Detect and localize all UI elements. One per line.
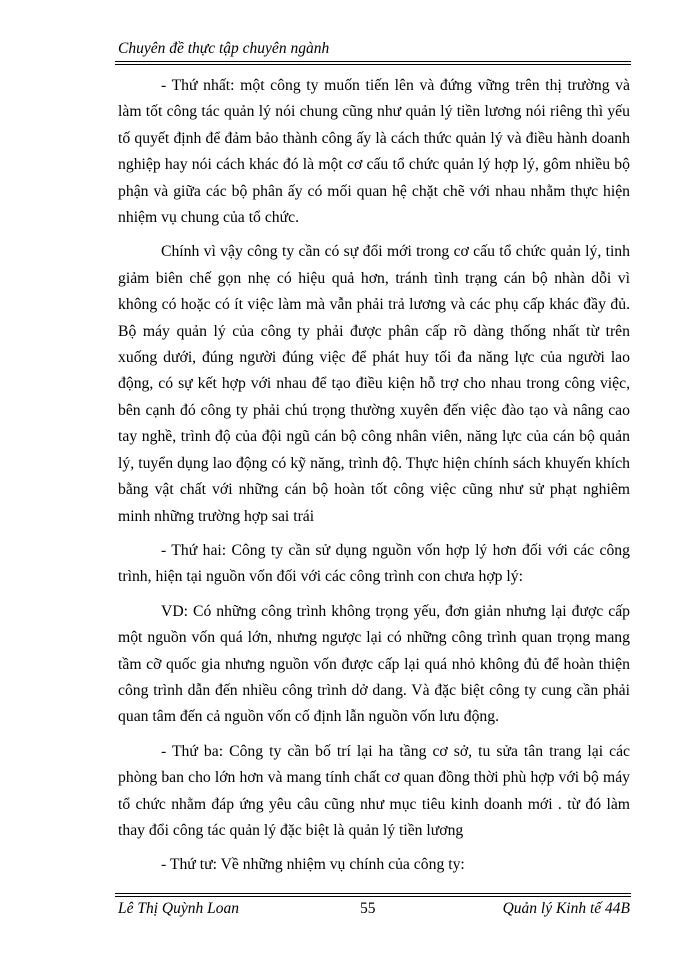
paragraph-2: Chính vì vậy công ty cần có sự đổi mới trong cơ cấu tổ chức quản lý, tinh giảm biên chế gọn nhẹ có hiệu quả hơn, tránh tình trạng cán bộ nhàn dỗi vì không có hoặc có ít việc làm mà vẫn phải trả lương và các phụ cấp khác đầy đủ. Bộ máy quản lý của công ty phải được phân cấp rõ dàng thống nhất từ trên xuống dưới, đúng người đúng việc để phát huy tối đa năng lực của người lao động, có sự kết hợp với nhau để tạo điều kiện hỗ trợ cho nhau trong công việc, bên cạnh đó công ty phải chú trọng thường xuyên đến việc đào tạo và nâng cao tay nghề, trình độ của đội ngũ cán bộ công nhân viên, năng lực của cán bộ quản lý, tuyển dụng lao động có kỹ năng, trình độ. Thực hiện chính sách khuyến khích bằng vật chất với những cán bộ hoàn tốt công việc cũng như sử phạt nghiêm minh những trường hợp sai trái (118, 243, 630, 525)
body-text (118, 73, 630, 887)
footer-rule-top (115, 893, 631, 894)
paragraph-1: - Thứ nhất: một công ty muốn tiến lên và đứng vững trên thị trường và làm tốt công tác quản lý nói chung cũng như quản lý tiền lương nói riêng thì yếu tố quyết định để đảm bảo thành công ấy là cách thức quản lý và điều hành doanh nghiệp hay nói cách khác đó là một cơ cấu tổ chức quản lý hợp lý, gôm nhiều bộ phận và giữa các bộ phân ấy có mối quan hệ chặt chẽ với nhau nhằm thực hiện nhiệm vụ chung của tổ chức. (118, 77, 630, 227)
footer-class-label: Quản lý Kinh tế 44B (502, 900, 630, 917)
paragraph-5: - Thứ ba: Công ty cần bố trí lại ha tầng cơ sở, tu sửa tân trang lại các phòng ban cho lớn hơn và mang tính chất cơ quan đồng thời phù hợp với bộ máy tổ chức nhằm đáp ứng yêu câu cũng như mục tiêu kinh doanh mới . từ đó làm thay đổi công tác quản lý đặc biệt là quản lý tiền lương (118, 742, 630, 839)
footer-rule-bottom (115, 896, 631, 897)
header-rule-bottom (115, 64, 631, 65)
footer-author: Lê Thị Quỳnh Loan (118, 900, 239, 917)
footer-page-number: 55 (360, 900, 376, 917)
header-title: Chuyên đề thực tập chuyên ngành (118, 40, 330, 57)
paragraph-6: - Thứ tư: Về những nhiệm vụ chính của công ty: (161, 856, 465, 874)
header-rule-top (115, 61, 631, 62)
paragraph-3: - Thứ hai: Công ty cần sử dụng nguồn vốn hợp lý hơn đối với các công trình, hiện tại nguồn vốn đối với các công trình con chưa hợp lý: (118, 541, 630, 586)
paragraph-4: VD: Có những công trình không trọng yếu, đơn giản nhưng lại được cấp một nguồn vốn quá lớn, nhưng ngược lại có những công trình quan trọng mang tầm cỡ quốc gia nhưng nguồn vốn được cấp lại quá nhỏ không đủ để hoàn thiện công trình dẫn đến nhiều công trình dở dang. Và đặc biệt công ty cung cần phải quan tâm đến cả nguồn vốn cố định lẫn nguồn vốn lưu động. (118, 602, 630, 726)
